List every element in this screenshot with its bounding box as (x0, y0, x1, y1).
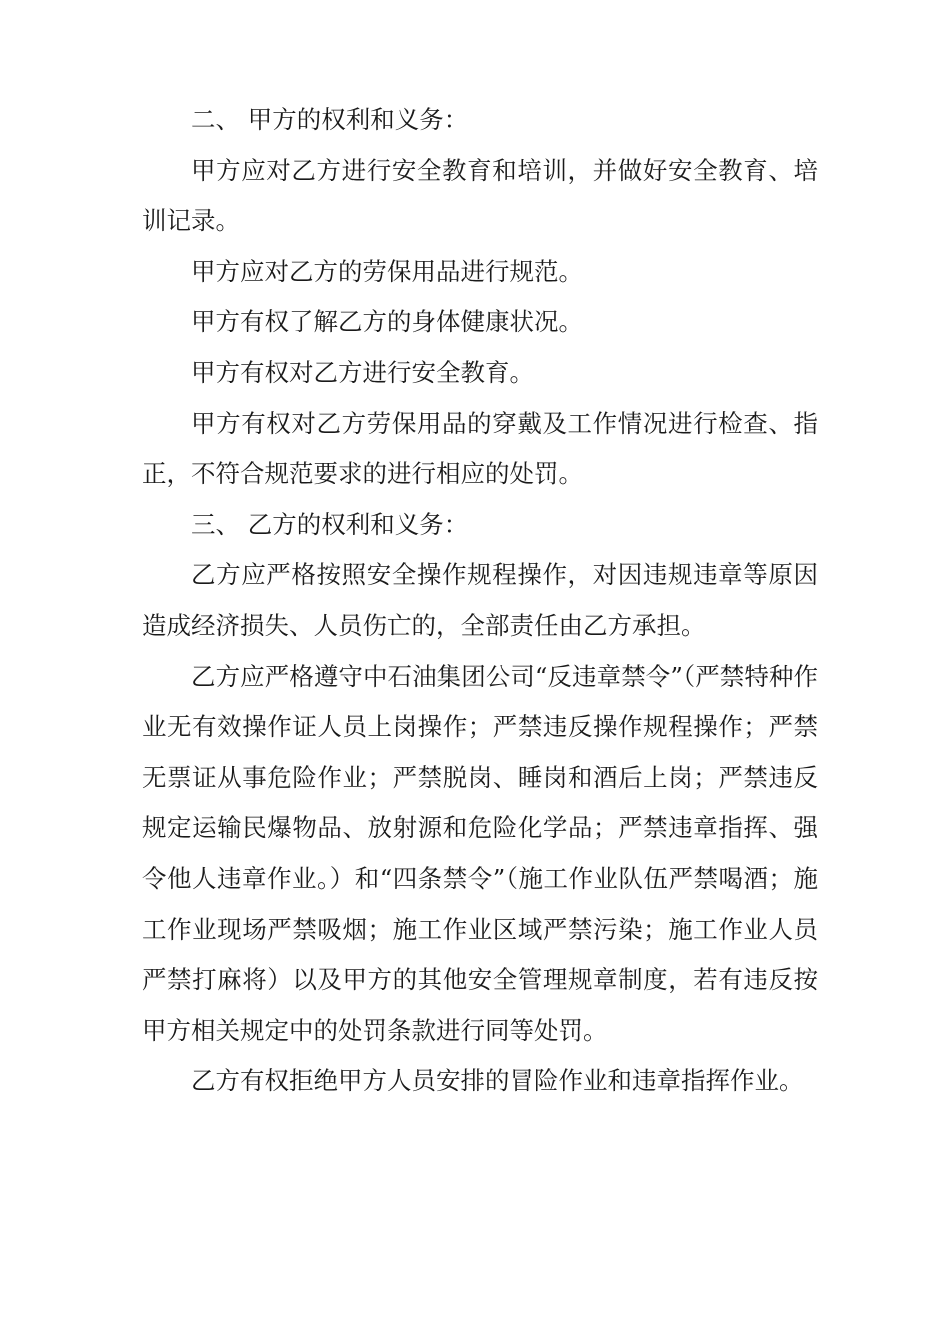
paragraph: 甲方应对乙方进行安全教育和培训，并做好安全教育、培训记录。 (142, 155, 818, 236)
paragraph: 甲方有权对乙方劳保用品的穿戴及工作情况进行检查、指正，不符合规范要求的进行相应的处罚。 (142, 408, 818, 489)
paragraph: 甲方有权对乙方进行安全教育。 (191, 357, 534, 387)
paragraph: 乙方应严格按照安全操作规程操作，对因违规违章等原因造成经济损失、人员伤亡的，全部责任由乙方承担。 (142, 560, 818, 640)
paragraph: 乙方应严格遵守中石油集团公司“反违章禁令”（严禁特种作业无有效操作证人员上岗操作；严禁违反操作规程操作；严禁无票证从事危险作业；严禁脱岗、睡岗和酒后上岗；严禁违反规定运输民爆物品、放射源和危险化学品；严禁违章指挥、强令他人违章作业。）和“四条禁令”（施工作业队伍严禁喝酒；施工作业现场严禁吸烟；施工作业区域严禁污染；施工作业人员严禁打麻将）以及甲方的其他安全管理规章制度，若有违反按甲方相关规定中的处罚条款进行同等处罚。 (142, 661, 818, 1045)
document-body (142, 95, 818, 1107)
section-3-heading: 三、 乙方的权利和义务： (191, 509, 469, 539)
paragraph: 甲方有权了解乙方的身体健康状况。 (191, 307, 583, 337)
section-2-heading: 二、 甲方的权利和义务： (191, 105, 469, 134)
paragraph: 乙方有权拒绝甲方人员安排的冒险作业和违章指挥作业。 (191, 1066, 804, 1096)
paragraph: 甲方应对乙方的劳保用品进行规范。 (191, 256, 583, 286)
